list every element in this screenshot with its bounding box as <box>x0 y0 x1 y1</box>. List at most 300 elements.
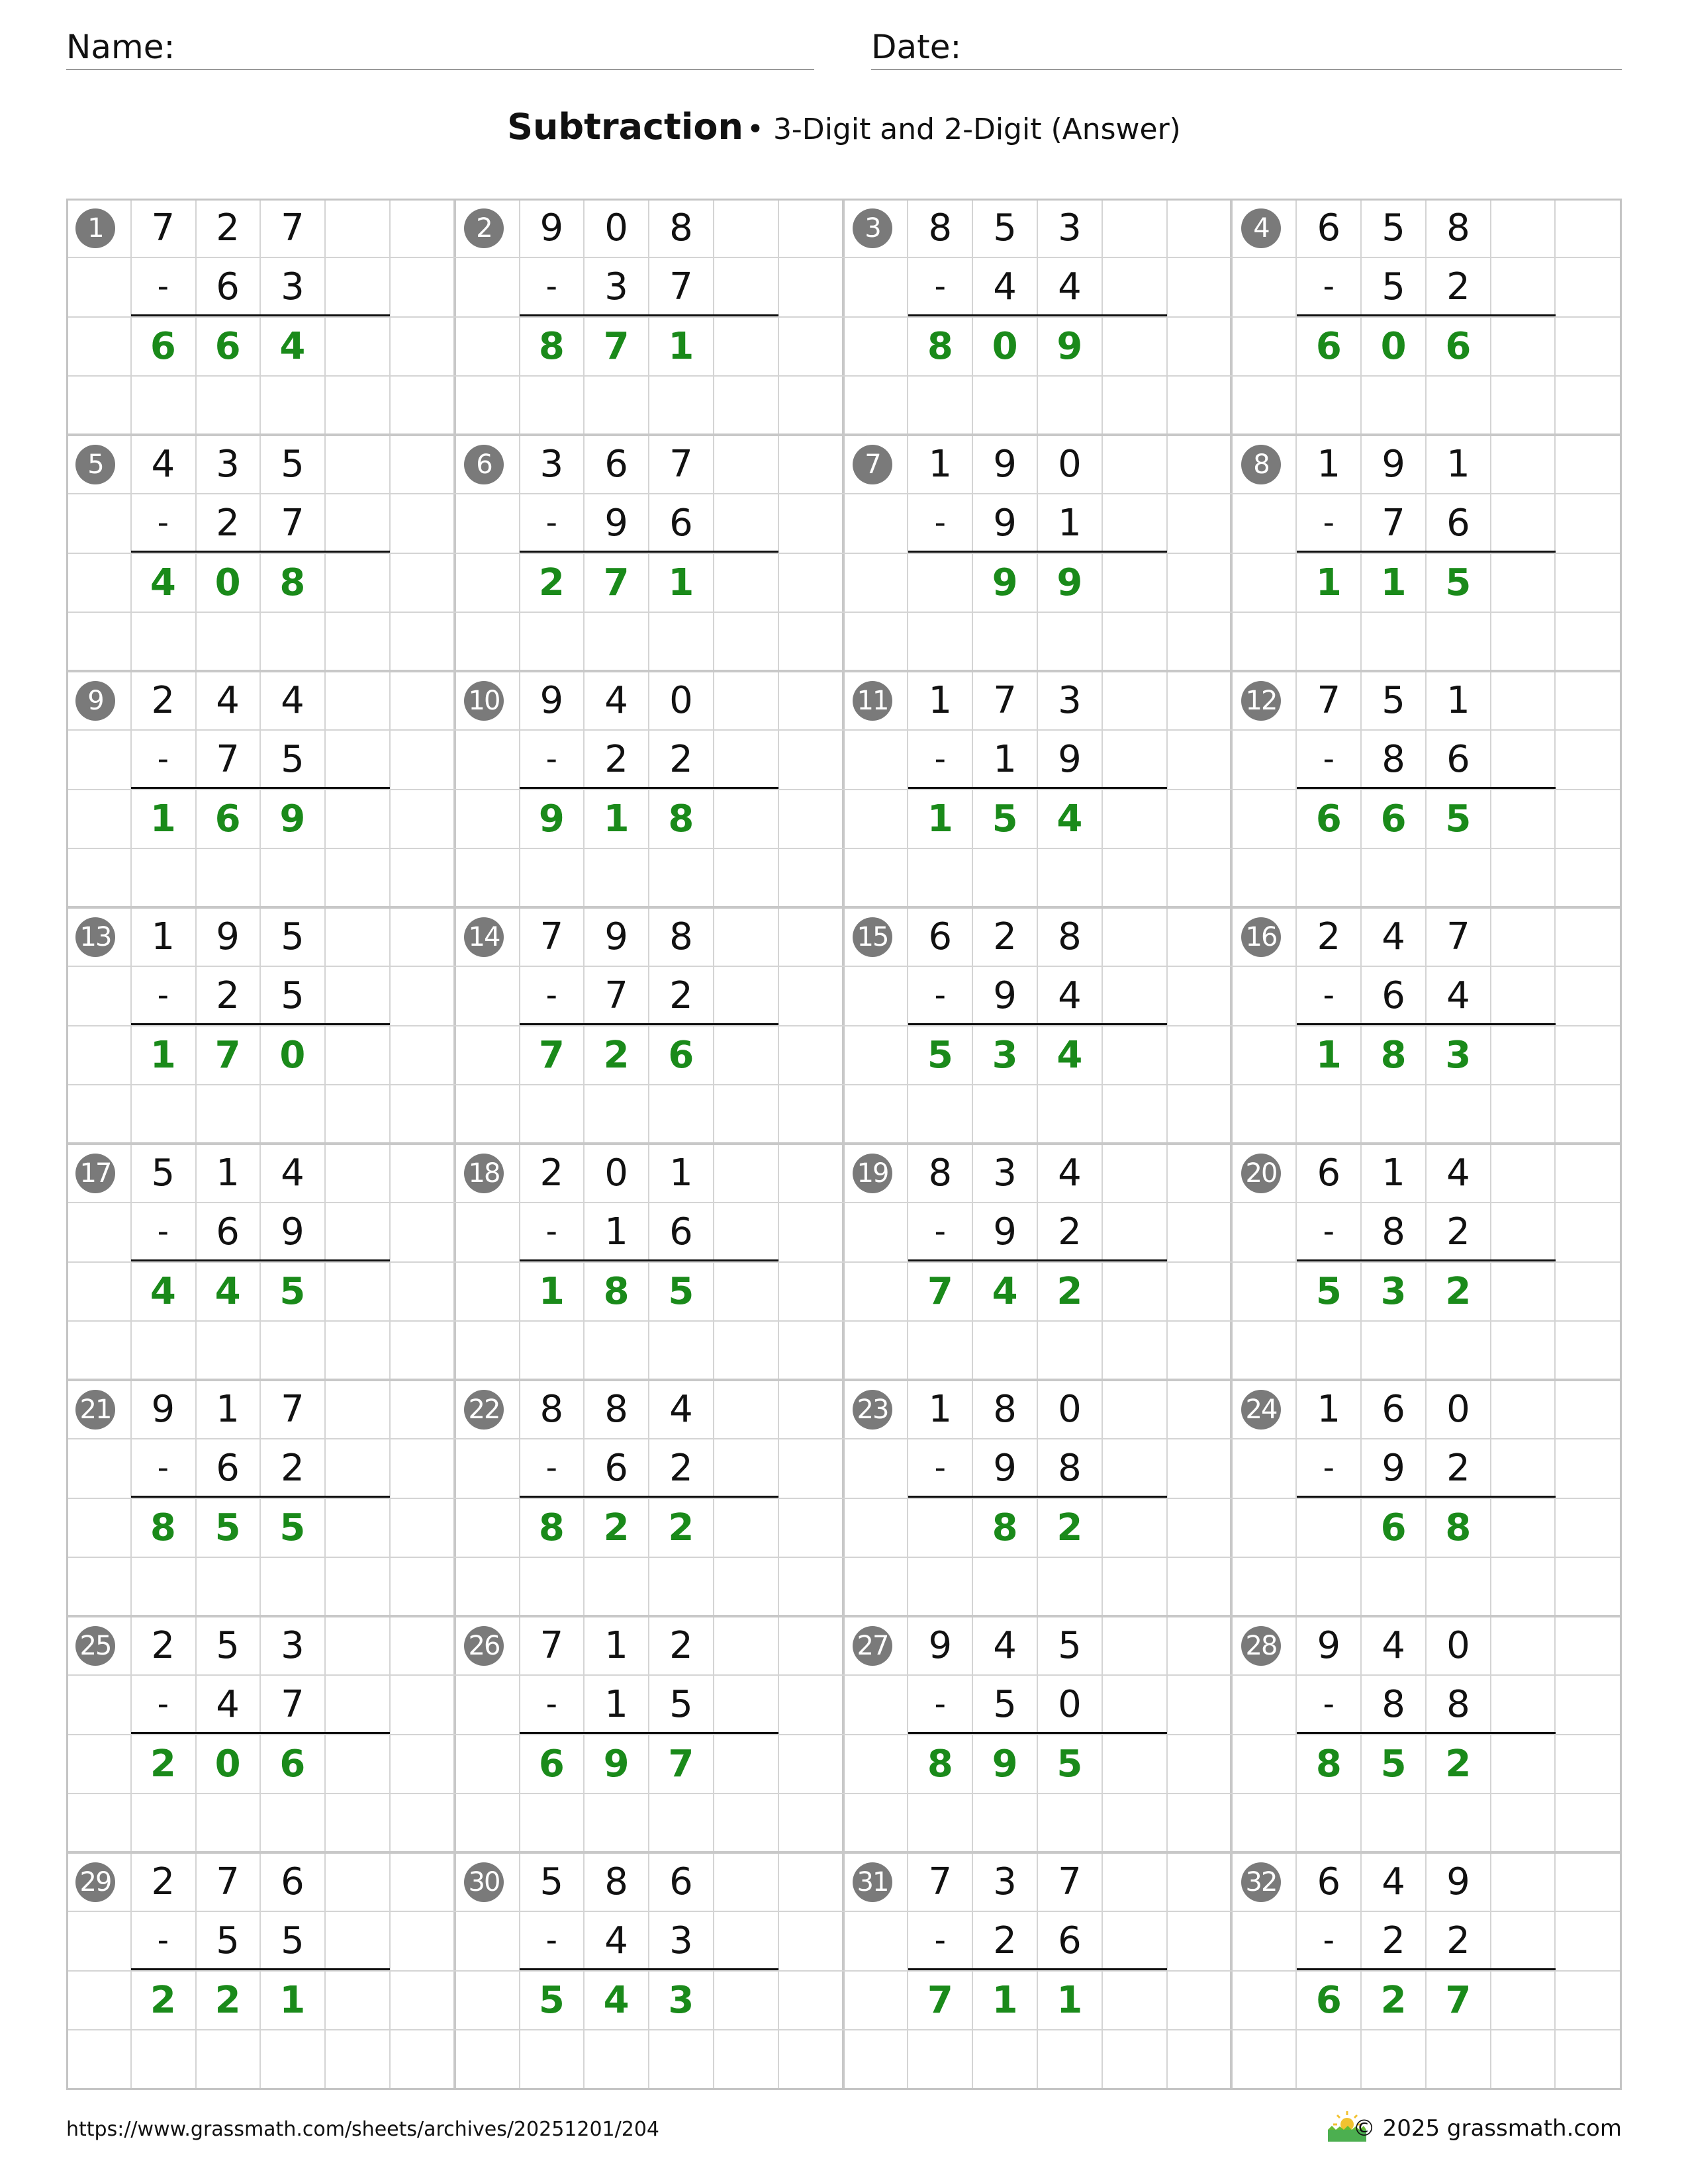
subtrahend-digit: 9 <box>281 1210 305 1254</box>
problem-number-badge: 7 <box>853 445 892 484</box>
minuend-digit: 8 <box>1446 206 1470 250</box>
subtrahend-digit: 4 <box>604 1919 628 1963</box>
answer-digit: 3 <box>992 1033 1018 1077</box>
minuend-digit: 4 <box>281 1152 305 1195</box>
minus-sign: - <box>545 1449 557 1487</box>
answer-digit: 8 <box>603 1269 630 1313</box>
minuend-digit: 1 <box>928 443 953 486</box>
problem-number-badge: 25 <box>75 1626 115 1666</box>
minuend-digit: 7 <box>539 915 564 958</box>
subtrahend-digit: 8 <box>1382 738 1405 782</box>
answer-digit: 1 <box>1315 1033 1342 1077</box>
minuend-digit: 3 <box>539 443 564 486</box>
problem-1 <box>66 199 455 435</box>
minuend-digit: 1 <box>1317 1388 1341 1431</box>
minuend-digit: 8 <box>928 1152 953 1195</box>
problem-28 <box>1232 1616 1620 1852</box>
minuend-digit: 9 <box>1382 443 1405 486</box>
minuend-digit: 7 <box>216 1860 240 1903</box>
subtrahend-digit: 2 <box>1058 1210 1082 1254</box>
answer-digit: 1 <box>668 324 694 368</box>
problem-13 <box>66 907 455 1144</box>
minuend-digit: 6 <box>604 443 628 486</box>
problem-number-badge: 2 <box>464 208 504 248</box>
minuend-digit: 2 <box>151 1624 175 1667</box>
problem-24 <box>1232 1380 1620 1616</box>
minuend-digit: 4 <box>669 1388 693 1431</box>
answer-digit: 3 <box>668 1978 694 2022</box>
problem-19 <box>843 1144 1232 1380</box>
problem-25 <box>66 1616 455 1852</box>
answer-digit: 8 <box>1445 1506 1472 1549</box>
answer-digit: 9 <box>1056 561 1083 604</box>
minuend-digit: 9 <box>216 915 240 958</box>
subtrahend-digit: 1 <box>604 1683 628 1727</box>
answer-digit: 4 <box>603 1978 630 2022</box>
minus-sign: - <box>1323 1922 1335 1960</box>
answer-digit: 6 <box>150 324 176 368</box>
minuend-digit: 4 <box>216 679 240 722</box>
answer-digit: 9 <box>1056 324 1083 368</box>
problem-number-badge: 29 <box>75 1862 115 1902</box>
answer-digit: 2 <box>1380 1978 1407 2022</box>
answer-digit: 2 <box>668 1506 694 1549</box>
minuend-digit: 2 <box>669 1624 693 1667</box>
answer-digit: 4 <box>279 324 306 368</box>
answer-digit: 4 <box>150 561 176 604</box>
minus-sign: - <box>545 977 557 1015</box>
minuend-digit: 2 <box>151 1860 175 1903</box>
problem-4 <box>1232 199 1620 435</box>
minuend-digit: 0 <box>1446 1624 1470 1667</box>
subtrahend-digit: 8 <box>1446 1683 1470 1727</box>
minuend-digit: 1 <box>928 1388 953 1431</box>
minuend-digit: 5 <box>1382 206 1405 250</box>
minuend-digit: 1 <box>1317 443 1341 486</box>
minuend-digit: 3 <box>993 1152 1017 1195</box>
title-main: Subtraction <box>507 106 743 148</box>
problem-number-badge: 21 <box>75 1390 115 1430</box>
minuend-digit: 4 <box>1382 1860 1405 1903</box>
minuend-digit: 7 <box>151 206 175 250</box>
minuend-digit: 2 <box>539 1152 564 1195</box>
answer-digit: 6 <box>214 797 241 841</box>
subtrahend-digit: 2 <box>669 974 693 1018</box>
subtrahend-digit: 5 <box>1382 265 1405 309</box>
problem-number-badge: 6 <box>464 445 504 484</box>
minus-sign: - <box>157 504 169 542</box>
subtrahend-digit: 6 <box>1382 974 1405 1018</box>
answer-digit: 9 <box>538 797 565 841</box>
minuend-digit: 3 <box>281 1624 305 1667</box>
answer-digit: 8 <box>927 1742 953 1786</box>
minuend-digit: 3 <box>1058 206 1082 250</box>
minuend-digit: 6 <box>1317 1860 1341 1903</box>
problem-30 <box>455 1852 843 2089</box>
answer-digit: 5 <box>538 1978 565 2022</box>
subtrahend-digit: 7 <box>1382 502 1405 545</box>
subtrahend-digit: 9 <box>993 502 1017 545</box>
subtrahend-digit: 6 <box>1446 502 1470 545</box>
answer-digit: 2 <box>1445 1742 1472 1786</box>
problem-number-badge: 5 <box>75 445 115 484</box>
minuend-digit: 7 <box>993 679 1017 722</box>
subtrahend-digit: 6 <box>216 1210 240 1254</box>
answer-digit: 1 <box>603 797 630 841</box>
answer-digit: 1 <box>1056 1978 1083 2022</box>
problem-16 <box>1232 907 1620 1144</box>
subtrahend-digit: 9 <box>993 1447 1017 1490</box>
subtrahend-digit: 0 <box>1058 1683 1082 1727</box>
problem-10 <box>455 671 843 907</box>
minuend-digit: 2 <box>151 679 175 722</box>
answer-digit: 1 <box>538 1269 565 1313</box>
minuend-digit: 5 <box>216 1624 240 1667</box>
minuend-digit: 8 <box>993 1388 1017 1431</box>
minuend-digit: 1 <box>1446 443 1470 486</box>
subtrahend-digit: 7 <box>604 974 628 1018</box>
name-label: Name: <box>66 28 175 66</box>
problem-12 <box>1232 671 1620 907</box>
minuend-digit: 8 <box>539 1388 564 1431</box>
subtrahend-digit: 1 <box>604 1210 628 1254</box>
minuend-digit: 0 <box>604 206 628 250</box>
problem-number-badge: 23 <box>853 1390 892 1430</box>
subtrahend-digit: 9 <box>1058 738 1082 782</box>
problem-number-badge: 1 <box>75 208 115 248</box>
minuend-digit: 9 <box>1446 1860 1470 1903</box>
problem-number-badge: 10 <box>464 681 504 721</box>
minuend-digit: 8 <box>604 1388 628 1431</box>
minuend-digit: 7 <box>1446 915 1470 958</box>
minus-sign: - <box>1323 268 1335 306</box>
minuend-digit: 4 <box>1058 1152 1082 1195</box>
problem-number-badge: 20 <box>1241 1154 1281 1193</box>
answer-digit: 7 <box>1445 1978 1472 2022</box>
answer-digit: 2 <box>150 1978 176 2022</box>
footer-copyright: © 2025 grassmath.com <box>1352 2115 1622 2142</box>
minuend-digit: 4 <box>993 1624 1017 1667</box>
minuend-digit: 5 <box>151 1152 175 1195</box>
problem-29 <box>66 1852 455 2089</box>
minuend-digit: 5 <box>539 1860 564 1903</box>
answer-digit: 0 <box>279 1033 306 1077</box>
subtrahend-digit: 1 <box>993 738 1017 782</box>
answer-digit: 5 <box>927 1033 953 1077</box>
subtrahend-digit: 9 <box>604 502 628 545</box>
minuend-digit: 5 <box>993 206 1017 250</box>
subtrahend-digit: 9 <box>993 1210 1017 1254</box>
minuend-digit: 2 <box>216 206 240 250</box>
answer-digit: 6 <box>668 1033 694 1077</box>
minuend-digit: 5 <box>1382 679 1405 722</box>
minuend-digit: 1 <box>216 1388 240 1431</box>
problem-number-badge: 30 <box>464 1862 504 1902</box>
title-subtitle: • 3-Digit and 2-Digit (Answer) <box>747 113 1181 146</box>
problem-15 <box>843 907 1232 1144</box>
answer-digit: 5 <box>992 797 1018 841</box>
answer-digit: 7 <box>603 561 630 604</box>
answer-digit: 2 <box>1056 1269 1083 1313</box>
answer-digit: 8 <box>1315 1742 1342 1786</box>
minuend-digit: 2 <box>1317 915 1341 958</box>
problem-number-badge: 14 <box>464 917 504 957</box>
subtrahend-digit: 2 <box>993 1919 1017 1963</box>
answer-digit: 6 <box>1380 1506 1407 1549</box>
subtrahend-digit: 6 <box>1058 1919 1082 1963</box>
minuend-digit: 5 <box>281 915 305 958</box>
problem-2 <box>455 199 843 435</box>
minuend-digit: 1 <box>669 1152 693 1195</box>
problem-7 <box>843 435 1232 671</box>
answer-digit: 7 <box>214 1033 241 1077</box>
minuend-digit: 9 <box>151 1388 175 1431</box>
subtrahend-digit: 6 <box>1446 738 1470 782</box>
answer-digit: 1 <box>150 797 176 841</box>
answer-digit: 6 <box>279 1742 306 1786</box>
subtrahend-digit: 2 <box>281 1447 305 1490</box>
subtrahend-digit: 5 <box>281 974 305 1018</box>
answer-digit: 9 <box>603 1742 630 1786</box>
minuend-digit: 3 <box>1058 679 1082 722</box>
answer-digit: 5 <box>1315 1269 1342 1313</box>
minuend-digit: 8 <box>604 1860 628 1903</box>
problem-grid <box>66 199 1620 2089</box>
answer-digit: 4 <box>992 1269 1018 1313</box>
problem-5 <box>66 435 455 671</box>
problem-17 <box>66 1144 455 1380</box>
minuend-digit: 9 <box>1317 1624 1341 1667</box>
minuend-digit: 7 <box>928 1860 953 1903</box>
answer-digit: 5 <box>214 1506 241 1549</box>
minus-sign: - <box>157 977 169 1015</box>
minus-sign: - <box>934 977 946 1015</box>
minuend-digit: 5 <box>281 443 305 486</box>
name-field[interactable] <box>66 25 814 70</box>
subtrahend-digit: 8 <box>1382 1683 1405 1727</box>
minus-sign: - <box>545 268 557 306</box>
answer-digit: 5 <box>1380 1742 1407 1786</box>
answer-digit: 2 <box>603 1506 630 1549</box>
problem-number-badge: 27 <box>853 1626 892 1666</box>
minus-sign: - <box>545 741 557 778</box>
minuend-digit: 0 <box>669 679 693 722</box>
problem-22 <box>455 1380 843 1616</box>
problem-number-badge: 18 <box>464 1154 504 1193</box>
answer-digit: 4 <box>150 1269 176 1313</box>
answer-digit: 5 <box>668 1269 694 1313</box>
minus-sign: - <box>1323 977 1335 1015</box>
answer-digit: 7 <box>927 1978 953 2022</box>
minuend-digit: 4 <box>151 443 175 486</box>
subtrahend-digit: 9 <box>993 974 1017 1018</box>
answer-digit: 3 <box>1380 1269 1407 1313</box>
subtrahend-digit: 2 <box>669 1447 693 1490</box>
answer-digit: 8 <box>538 324 565 368</box>
answer-digit: 6 <box>1445 324 1472 368</box>
minuend-digit: 9 <box>928 1624 953 1667</box>
minuend-digit: 4 <box>1382 1624 1405 1667</box>
answer-digit: 8 <box>279 561 306 604</box>
answer-digit: 6 <box>1315 797 1342 841</box>
answer-digit: 2 <box>1445 1269 1472 1313</box>
minus-sign: - <box>1323 741 1335 778</box>
subtrahend-digit: 6 <box>669 502 693 545</box>
minus-sign: - <box>157 1922 169 1960</box>
answer-digit: 2 <box>538 561 565 604</box>
problem-number-badge: 17 <box>75 1154 115 1193</box>
minus-sign: - <box>934 504 946 542</box>
minuend-digit: 1 <box>151 915 175 958</box>
subtrahend-digit: 5 <box>993 1683 1017 1727</box>
minus-sign: - <box>934 1213 946 1251</box>
date-label: Date: <box>871 28 962 66</box>
subtrahend-digit: 7 <box>281 1683 305 1727</box>
problem-6 <box>455 435 843 671</box>
minuend-digit: 3 <box>993 1860 1017 1903</box>
answer-digit: 6 <box>1380 797 1407 841</box>
answer-digit: 0 <box>1380 324 1407 368</box>
answer-digit: 6 <box>214 324 241 368</box>
problem-number-badge: 13 <box>75 917 115 957</box>
subtrahend-digit: 2 <box>604 738 628 782</box>
answer-digit: 8 <box>927 324 953 368</box>
subtrahend-digit: 2 <box>1446 1210 1470 1254</box>
problem-14 <box>455 907 843 1144</box>
subtrahend-digit: 6 <box>669 1210 693 1254</box>
subtrahend-digit: 8 <box>1058 1447 1082 1490</box>
subtrahend-digit: 7 <box>281 502 305 545</box>
minuend-digit: 4 <box>1382 915 1405 958</box>
minuend-digit: 4 <box>604 679 628 722</box>
answer-digit: 5 <box>1445 797 1472 841</box>
answer-digit: 5 <box>279 1269 306 1313</box>
answer-digit: 0 <box>214 561 241 604</box>
minus-sign: - <box>934 741 946 778</box>
problem-number-badge: 3 <box>853 208 892 248</box>
worksheet-title <box>0 106 1688 148</box>
answer-digit: 1 <box>668 561 694 604</box>
answer-digit: 6 <box>1315 1978 1342 2022</box>
subtrahend-digit: 3 <box>604 265 628 309</box>
minuend-digit: 7 <box>669 443 693 486</box>
subtrahend-digit: 2 <box>1382 1919 1405 1963</box>
minuend-digit: 1 <box>1446 679 1470 722</box>
minuend-digit: 6 <box>928 915 953 958</box>
minuend-digit: 6 <box>1317 206 1341 250</box>
subtrahend-digit: 4 <box>1058 974 1082 1018</box>
answer-digit: 0 <box>992 324 1018 368</box>
subtrahend-digit: 1 <box>1058 502 1082 545</box>
minus-sign: - <box>934 268 946 306</box>
subtrahend-digit: 6 <box>604 1447 628 1490</box>
answer-digit: 7 <box>927 1269 953 1313</box>
subtrahend-digit: 2 <box>216 974 240 1018</box>
minuend-digit: 0 <box>1446 1388 1470 1431</box>
answer-digit: 9 <box>992 561 1018 604</box>
subtrahend-digit: 4 <box>993 265 1017 309</box>
answer-digit: 0 <box>214 1742 241 1786</box>
answer-digit: 3 <box>1445 1033 1472 1077</box>
minus-sign: - <box>1323 1449 1335 1487</box>
minuend-digit: 6 <box>1317 1152 1341 1195</box>
subtrahend-digit: 8 <box>1382 1210 1405 1254</box>
answer-digit: 4 <box>214 1269 241 1313</box>
problem-20 <box>1232 1144 1620 1380</box>
answer-digit: 5 <box>1445 561 1472 604</box>
problem-27 <box>843 1616 1232 1852</box>
answer-digit: 1 <box>1315 561 1342 604</box>
answer-digit: 4 <box>1056 1033 1083 1077</box>
minus-sign: - <box>157 741 169 778</box>
minus-sign: - <box>1323 504 1335 542</box>
minus-sign: - <box>934 1686 946 1723</box>
problem-number-badge: 28 <box>1241 1626 1281 1666</box>
problem-number-badge: 31 <box>853 1862 892 1902</box>
minuend-digit: 8 <box>669 206 693 250</box>
problem-21 <box>66 1380 455 1616</box>
minus-sign: - <box>157 1213 169 1251</box>
date-field[interactable] <box>871 25 1622 70</box>
minuend-digit: 8 <box>928 206 953 250</box>
minuend-digit: 7 <box>1058 1860 1082 1903</box>
answer-digit: 6 <box>1315 324 1342 368</box>
answer-digit: 6 <box>538 1742 565 1786</box>
problem-number-badge: 15 <box>853 917 892 957</box>
minuend-digit: 5 <box>1058 1624 1082 1667</box>
answer-digit: 7 <box>668 1742 694 1786</box>
minuend-digit: 0 <box>1058 1388 1082 1431</box>
answer-digit: 4 <box>1056 797 1083 841</box>
problem-number-badge: 9 <box>75 681 115 721</box>
subtrahend-digit: 7 <box>669 265 693 309</box>
problem-18 <box>455 1144 843 1380</box>
problem-number-badge: 24 <box>1241 1390 1281 1430</box>
minus-sign: - <box>545 504 557 542</box>
subtrahend-digit: 9 <box>1382 1447 1405 1490</box>
minuend-digit: 7 <box>281 206 305 250</box>
problem-26 <box>455 1616 843 1852</box>
minuend-digit: 6 <box>1382 1388 1405 1431</box>
minus-sign: - <box>157 1686 169 1723</box>
subtrahend-digit: 7 <box>216 738 240 782</box>
problem-32 <box>1232 1852 1620 2089</box>
subtrahend-digit: 6 <box>216 1447 240 1490</box>
minuend-digit: 8 <box>669 915 693 958</box>
minus-sign: - <box>545 1922 557 1960</box>
minuend-digit: 1 <box>928 679 953 722</box>
answer-digit: 1 <box>992 1978 1018 2022</box>
problem-number-badge: 22 <box>464 1390 504 1430</box>
problem-11 <box>843 671 1232 907</box>
minuend-digit: 4 <box>281 679 305 722</box>
subtrahend-digit: 2 <box>1446 1919 1470 1963</box>
minus-sign: - <box>1323 1213 1335 1251</box>
minuend-digit: 7 <box>281 1388 305 1431</box>
answer-digit: 8 <box>992 1506 1018 1549</box>
footer-url: https://www.grassmath.com/sheets/archives/20251201/204 <box>66 2118 660 2141</box>
problem-8 <box>1232 435 1620 671</box>
minuend-digit: 6 <box>281 1860 305 1903</box>
minuend-digit: 6 <box>669 1860 693 1903</box>
subtrahend-digit: 5 <box>281 738 305 782</box>
answer-digit: 1 <box>279 1978 306 2022</box>
subtrahend-digit: 6 <box>216 265 240 309</box>
minus-sign: - <box>934 1449 946 1487</box>
answer-digit: 2 <box>214 1978 241 2022</box>
minus-sign: - <box>545 1213 557 1251</box>
subtrahend-digit: 2 <box>669 738 693 782</box>
